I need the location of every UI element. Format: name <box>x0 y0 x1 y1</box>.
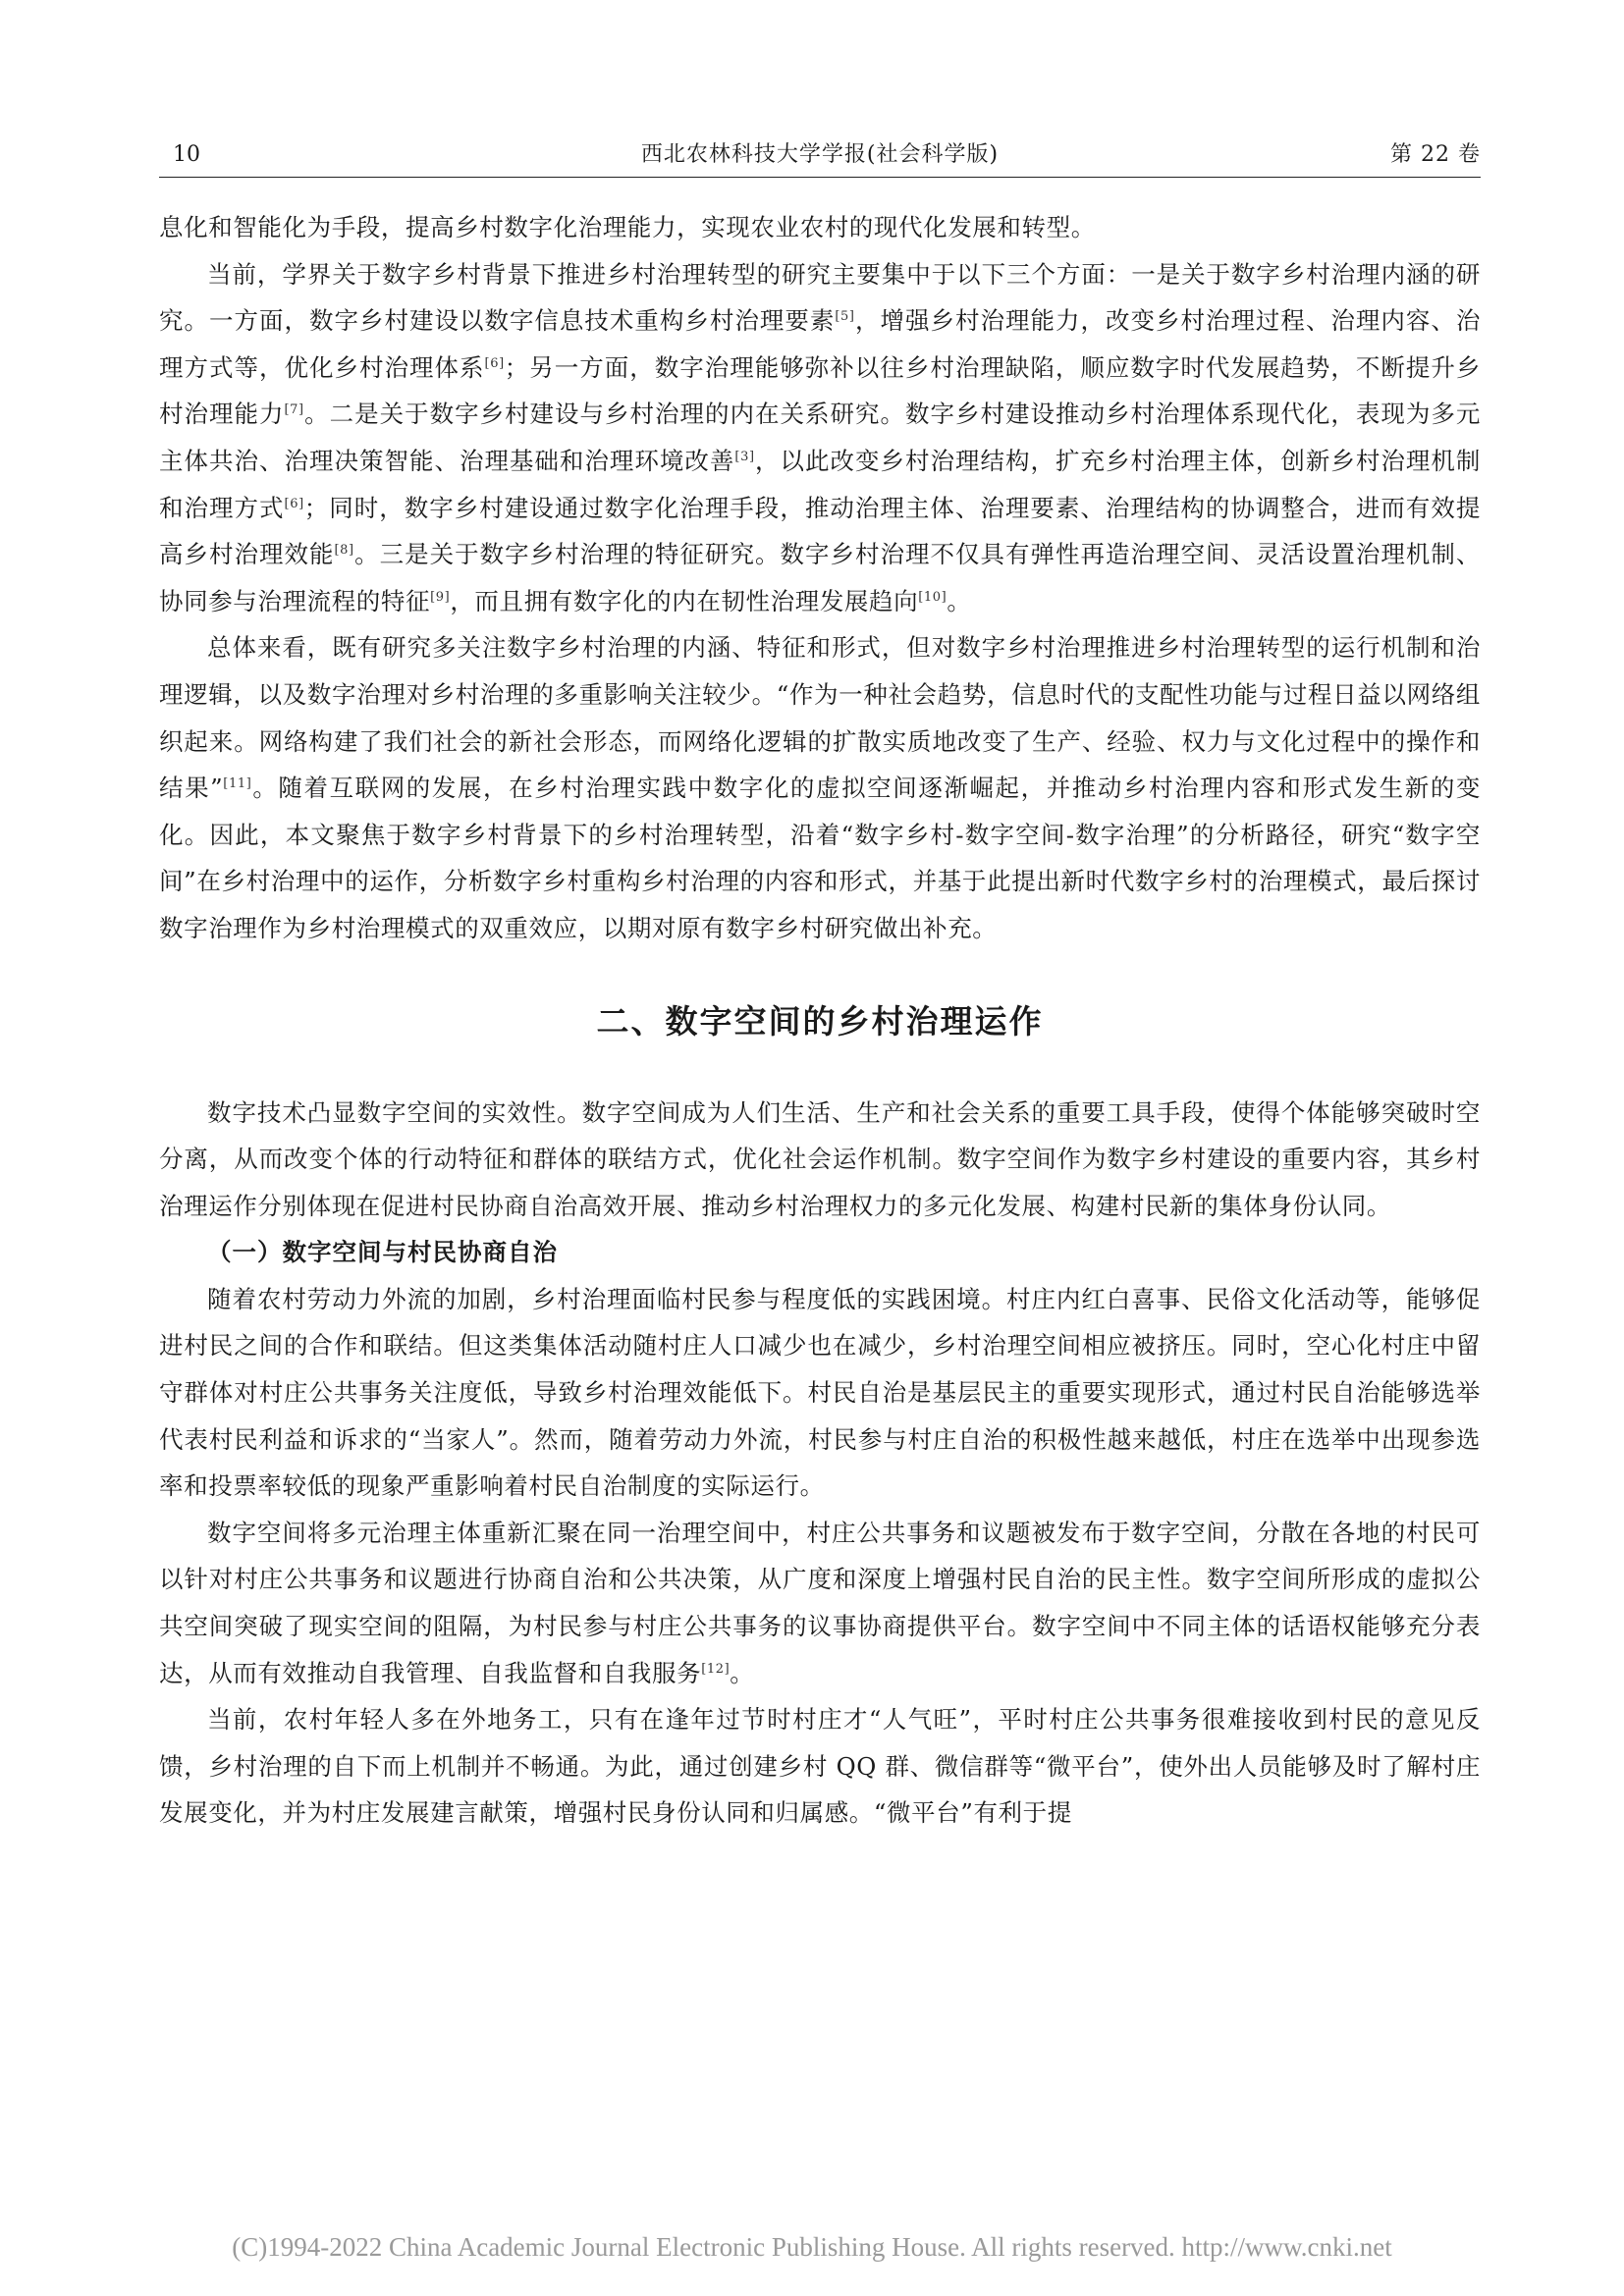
journal-title: 西北农林科技大学学报(社会科学版) <box>640 142 1000 167</box>
citation: [5] <box>835 309 855 325</box>
volume-label: 第 22 卷 <box>1390 142 1481 167</box>
subsection-heading: （一）数字空间与村民协商自治 <box>207 1238 558 1267</box>
paragraph: 息化和智能化为手段，提高乡村数字化治理能力，实现农业农村的现代化发展和转型。 <box>159 213 1096 241</box>
citation: [6] <box>284 496 304 511</box>
section-heading: 二、数字空间的乡村治理运作 <box>596 1001 1044 1041</box>
citation: [8] <box>334 543 354 559</box>
paragraph: 数字空间将多元治理主体重新汇聚在同一治理空间中，村庄公共事务和议题被发布于数字空间，分散在各地的村民可以针对村庄公共事务和议题进行协商自治和公共决策，从广度和深度上增强村民自治的民主性。数字空间所形成的虚拟公共空间突破了现实空间的阻隔，为村民参与村庄公共事务的议事协商提供平台。数字空间中不同主体的话语权能够充分表达，从而有效推动自我管理、自我监督和自我服务[12]。 <box>159 1518 1481 1687</box>
citation: [3] <box>734 449 755 464</box>
paragraph: 数字技术凸显数字空间的实效性。数字空间成为人们生活、生产和社会关系的重要工具手段，使得个体能够突破时空分离，从而改变个体的行动特征和群体的联结方式，优化社会运作机制。数字空间作为数字乡村建设的重要内容，其乡村治理运作分别体现在促进村民协商自治高效开展、推动乡村治理权力的多元化发展、构建村民新的集体身份认同。 <box>159 1097 1481 1220</box>
paragraph: 当前，学界关于数字乡村背景下推进乡村治理转型的研究主要集中于以下三个方面：一是关于数字乡村治理内涵的研究。一方面，数字乡村建设以数字信息技术重构乡村治理要素[5]，增强乡村治理能力，改变乡村治理过程、治理内容、治理方式等，优化乡村治理体系[6]；另一方面，数字治理能够弥补以往乡村治理缺陷，顺应数字时代发展趋势，不断提升乡村治理能力[7]。二是关于数字乡村建设与乡村治理的内在关系研究。数字乡村建设推动乡村治理体系现代化，表现为多元主体共治、治理决策智能、治理基础和治理环境改善[3]，以此改变乡村治理结构，扩充乡村治理主体，创新乡村治理机制和治理方式[6]；同时，数字乡村建设通过数字化治理手段，推动治理主体、治理要素、治理结构的协调整合，进而有效提高乡村治理效能[8]。三是关于数字乡村治理的特征研究。数字乡村治理不仅具有弹性再造治理空间、灵活设置治理机制、协同参与治理流程的特征[9]，而且拥有数字化的内在韧性治理发展趋向[10]。 <box>159 259 1482 615</box>
copyright-footer: (C)1994-2022 China Academic Journal Electronic Publishing House. All rights reserved. http://www.cnki.net <box>232 2232 1392 2262</box>
citation: [7] <box>284 402 304 418</box>
paragraph: 随着农村劳动力外流的加剧，乡村治理面临村民参与程度低的实践困境。村庄内红白喜事、民俗文化活动等，能够促进村民之间的合作和联结。但这类集体活动随村庄人口减少也在减少，乡村治理空间相应被挤压。同时，空心化村庄中留守群体对村庄公共事务关注度低，导致乡村治理效能低下。村民自治是基层民主的重要实现形式，通过村民自治能够选举代表村民利益和诉求的“当家人”。然而，随着劳动力外流，村民参与村庄自治的积极性越来越低，村庄在选举中出现参选率和投票率较低的现象严重影响着村民自治制度的实际运行。 <box>159 1284 1481 1501</box>
citation: [9] <box>430 589 451 605</box>
citation: [12] <box>701 1661 731 1677</box>
citation: [10] <box>918 589 947 605</box>
running-header <box>159 137 1481 173</box>
paragraph: 当前，农村年轻人多在外地务工，只有在逢年过节时村庄才“人气旺”，平时村庄公共事务很难接收到村民的意见反馈，乡村治理的自下而上机制并不畅通。为此，通过创建乡村 QQ 群、微信群等“微平台”，使外出人员能够及时了解村庄发展变化，并为村庄发展建言献策，增强村民身份认同和归属感。“微平台”有利于提 <box>159 1705 1481 1828</box>
header-rule <box>159 177 1481 178</box>
citation: [11] <box>223 776 252 792</box>
paragraph: 总体来看，既有研究多关注数字乡村治理的内涵、特征和形式，但对数字乡村治理推进乡村治理转型的运行机制和治理逻辑，以及数字治理对乡村治理的多重影响关注较少。“作为一种社会趋势，信息时代的支配性功能与过程日益以网络组织起来。网络构建了我们社会的新社会形态，而网络化逻辑的扩散实质地改变了生产、经验、权力与文化过程中的操作和结果”[11]。随着互联网的发展，在乡村治理实践中数字化的虚拟空间逐渐崛起，并推动乡村治理内容和形式发生新的变化。因此，本文聚焦于数字乡村背景下的乡村治理转型，沿着“数字乡村-数字空间-数字治理”的分析路径，研究“数字空间”在乡村治理中的运作，分析数字乡村重构乡村治理的内容和形式，并基于此提出新时代数字乡村的治理模式，最后探讨数字治理作为乡村治理模式的双重效应，以期对原有数字乡村研究做出补充。 <box>159 633 1481 942</box>
article-body <box>159 204 1481 1837</box>
page-number: 10 <box>173 142 200 167</box>
citation: [6] <box>484 355 505 371</box>
